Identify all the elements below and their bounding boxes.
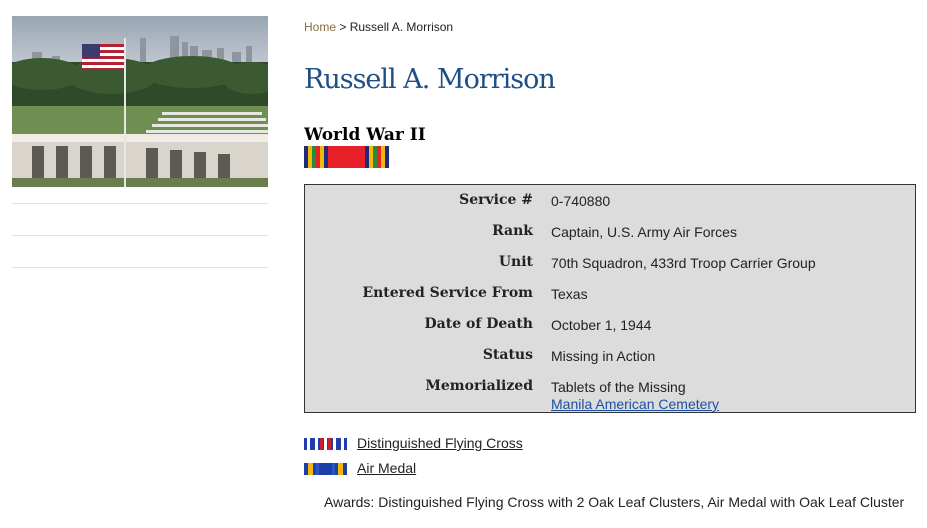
breadcrumb-home-link[interactable]: Home xyxy=(304,20,337,34)
cemetery-photo-image xyxy=(12,16,268,187)
memorialized-value xyxy=(551,379,719,412)
cemetery-photo xyxy=(12,16,268,187)
breadcrumb xyxy=(304,20,453,34)
air-medal-link[interactable]: Air Medal xyxy=(357,460,417,476)
service-number-value: 0-740880 xyxy=(551,193,611,209)
date-of-death-row xyxy=(305,316,915,336)
service-number-label: Service # xyxy=(459,192,533,208)
sidebar-divider xyxy=(12,235,268,236)
entered-service-value: Texas xyxy=(551,286,588,302)
status-row xyxy=(305,347,915,367)
date-of-death-label: Date of Death xyxy=(424,316,533,332)
rank-row xyxy=(305,223,915,243)
service-details-panel xyxy=(304,184,916,413)
memorialized-location: Tablets of the Missing xyxy=(551,379,686,395)
breadcrumb-separator: > xyxy=(339,20,347,34)
memorialized-label: Memorialized xyxy=(425,378,533,394)
cemetery-link[interactable]: Manila American Cemetery xyxy=(551,396,720,412)
air-medal-ribbon-icon xyxy=(304,463,347,475)
entered-service-row xyxy=(305,285,915,305)
distinguished-flying-cross-ribbon-icon xyxy=(304,438,347,450)
sidebar-divider xyxy=(12,267,268,268)
status-label: Status xyxy=(482,347,533,363)
distinguished-flying-cross-link[interactable]: Distinguished Flying Cross xyxy=(357,435,523,451)
service-number-row xyxy=(305,192,915,212)
date-of-death-value: October 1, 1944 xyxy=(551,317,652,333)
unit-label: Unit xyxy=(498,254,533,270)
rank-value: Captain, U.S. Army Air Forces xyxy=(551,224,737,240)
rank-label: Rank xyxy=(492,223,533,239)
wwii-campaign-ribbon-icon xyxy=(304,146,389,168)
unit-value: 70th Squadron, 433rd Troop Carrier Group xyxy=(551,255,816,271)
status-value: Missing in Action xyxy=(551,348,656,364)
sidebar-divider xyxy=(12,203,268,204)
war-heading: World War II xyxy=(304,125,426,145)
page-title: Russell A. Morrison xyxy=(304,64,555,95)
memorialized-row xyxy=(305,378,915,410)
unit-row xyxy=(305,254,915,274)
entered-service-label: Entered Service From xyxy=(362,285,533,301)
breadcrumb-current: Russell A. Morrison xyxy=(349,20,454,34)
awards-summary: Awards: Distinguished Flying Cross with 2 Oak Leaf Clusters, Air Medal with Oak Leaf Cluster xyxy=(324,494,905,510)
